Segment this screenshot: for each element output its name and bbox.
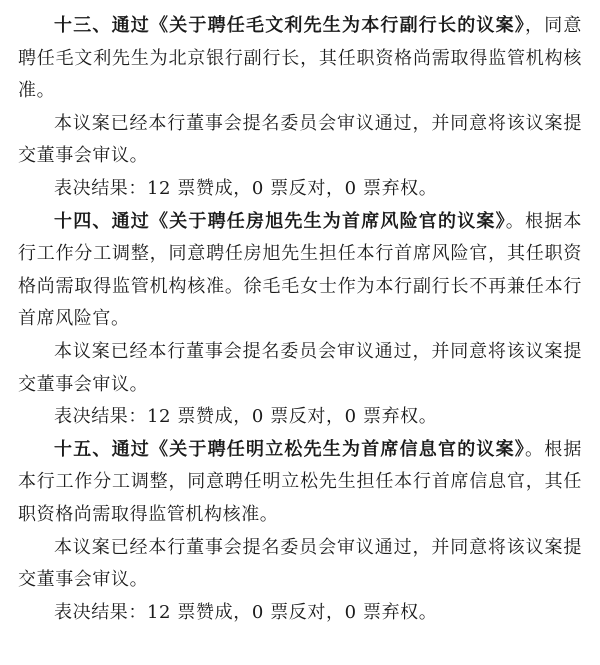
resolution-15-paragraph [18,434,582,532]
resolution-13-heading: 十三、通过《关于聘任毛文利先生为本行副行长的议案》 [54,15,525,36]
resolution-13-review: 本议案已经本行董事会提名委员会审议通过，并同意将该议案提交董事会审议。 [18,112,582,167]
resolution-14-review: 本议案已经本行董事会提名委员会审议通过，并同意将该议案提交董事会审议。 [18,340,582,395]
resolution-15-vote-result: 表决结果：12 票赞成，0 票反对，0 票弃权。 [54,601,438,623]
resolution-13-paragraph [18,10,582,108]
resolution-13-body: ，同意聘任毛文利先生为北京银行副行长，其任职资格尚需取得监管机构核准。 [18,15,582,102]
resolution-14-paragraph [18,206,582,336]
resolution-14-heading: 十四、通过《关于聘任房旭先生为首席风险官的议案》 [54,210,506,232]
resolution-15-heading: 十五、通过《关于聘任明立松先生为首席信息官的议案》 [54,438,525,460]
resolution-13-vote-result: 表决结果：12 票赞成，0 票反对，0 票弃权。 [54,177,438,199]
resolution-14-body: 。根据本行工作分工调整，同意聘任房旭先生担任本行首席风险官，其任职资格尚需取得监管机构核准。徐毛毛女士作为本行副行长不再兼任本行首席风险官。 [18,210,582,330]
resolution-14-vote-result: 表决结果：12 票赞成，0 票反对，0 票弃权。 [54,406,438,428]
resolution-15-review: 本议案已经本行董事会提名委员会审议通过，并同意将该议案提交董事会审议。 [18,536,582,591]
resolution-15-body: 。根据本行工作分工调整，同意聘任明立松先生担任本行首席信息官，其任职资格尚需取得监管机构核准。 [18,438,582,525]
